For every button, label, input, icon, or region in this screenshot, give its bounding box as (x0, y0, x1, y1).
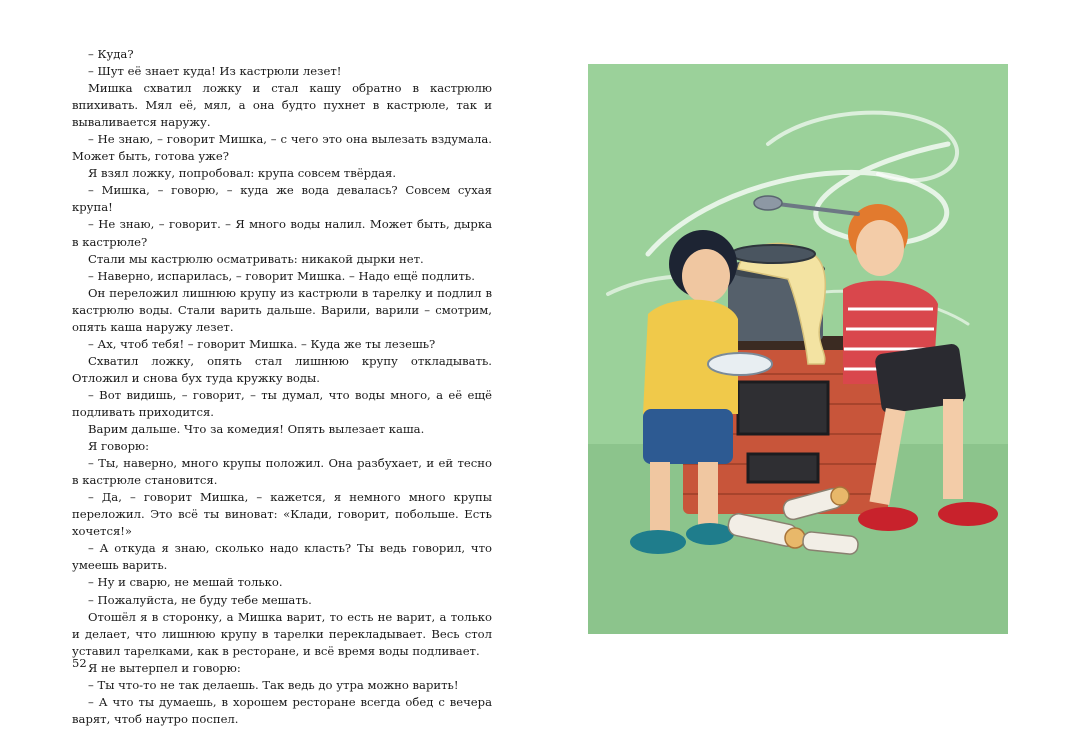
stove-ash-door (748, 454, 818, 482)
plate (708, 353, 772, 375)
paragraph: – А что ты думаешь, в хорошем ресторане всегда обед с вечера варят, чтоб наутро поспел. (72, 694, 492, 726)
right-boy-shoe (938, 502, 998, 526)
right-boy-leg (943, 399, 963, 499)
paragraph: – Куда? (88, 47, 134, 61)
paragraph: Я говорю: (88, 439, 150, 454)
paragraph: – Ну и сварю, не мешай только. (88, 575, 283, 590)
paragraph: – Мишка, – говорю, – куда же вода девалась? Совсем сухая крупа! (72, 183, 492, 215)
paragraph: – Наверно, испарилась, – говорит Мишка. – Надо ещё подлить. (88, 268, 475, 283)
paragraph: – Да, – говорит Мишка, – кажется, я немного много крупы переложил. Это всё ты виноват: «Клади, говорит, побольше. Есть хочется!» (72, 490, 492, 539)
right-boy-shoe (858, 507, 918, 531)
illustration-boys-cooking-porridge (588, 64, 1008, 634)
paragraph: – Шут её знает куда! Из кастрюли лезет! (88, 64, 342, 79)
paragraph: Отошёл я в сторонку, а Мишка варит, то есть не варит, а только и делает, что лишнюю крупу в тарелки перекладывает. Весь стол уставил тарелками, как в ресторане, и всё время воды подливает. (72, 609, 492, 658)
left-boy-shoe (686, 523, 734, 545)
paragraph: – Ты что-то не так делаешь. Так ведь до утра можно варить! (88, 677, 459, 692)
left-boy-leg (650, 462, 670, 532)
paragraph: – Ах, чтоб тебя! – говорит Мишка. – Куда же ты лезешь? (88, 336, 436, 351)
illustration (588, 64, 1008, 634)
stove-oven-door (738, 382, 828, 434)
left-boy-face (682, 249, 730, 303)
paragraph: Я не вытерпел и говорю: (88, 660, 241, 675)
paragraph: Я взял ложку, попробовал: крупа совсем твёрдая. (88, 166, 397, 181)
pot-lid (731, 245, 815, 263)
paragraph: Схватил ложку, опять стал лишнюю крупу откладывать. Отложил и снова бух туда кружку воды. (72, 353, 492, 385)
left-boy-shorts (643, 409, 733, 464)
paragraph: Он переложил лишнюю крупу из кастрюли в тарелку и подлил в кастрюлю воды. Стали варить дальше. Варили, варили – смотрим, опять каша наружу лезет. (72, 285, 492, 334)
right-boy-face (856, 220, 904, 276)
paragraph: Варим дальше. Что за комедия! Опять вылезает каша. (88, 422, 425, 437)
paragraph: – Не знаю, – говорит. – Я много воды налил. Может быть, дырка в кастрюле? (72, 217, 492, 249)
spoon-bowl (754, 196, 782, 210)
page-number: 52 (72, 656, 87, 670)
paragraph: Мишка схватил ложку и стал кашу обратно в кастрюлю впихивать. Мял её, мял, а она будто пухнет в кастрюле, так и вываливается наружу. (72, 81, 492, 130)
paragraph: – А откуда я знаю, сколько надо класть? Ты ведь говорил, что умеешь варить. (72, 541, 492, 573)
left-boy-leg (698, 462, 718, 527)
paragraph: – Не знаю, – говорит Мишка, – с чего это она вылезать вздумала. Может быть, готова уже? (72, 132, 492, 164)
text-column (72, 46, 492, 728)
paragraph: Стали мы кастрюлю осматривать: никакой дырки нет. (88, 251, 424, 266)
paragraph: – Ты, наверно, много крупы положил. Она разбухает, и ей тесно в кастрюле становится. (72, 456, 492, 488)
left-boy-shoe (630, 530, 686, 554)
paragraph: – Вот видишь, – говорит, – ты думал, что воды много, а её ещё подливать приходится. (72, 387, 492, 419)
paragraph: – Пожалуйста, не буду тебе мешать. (88, 592, 312, 607)
